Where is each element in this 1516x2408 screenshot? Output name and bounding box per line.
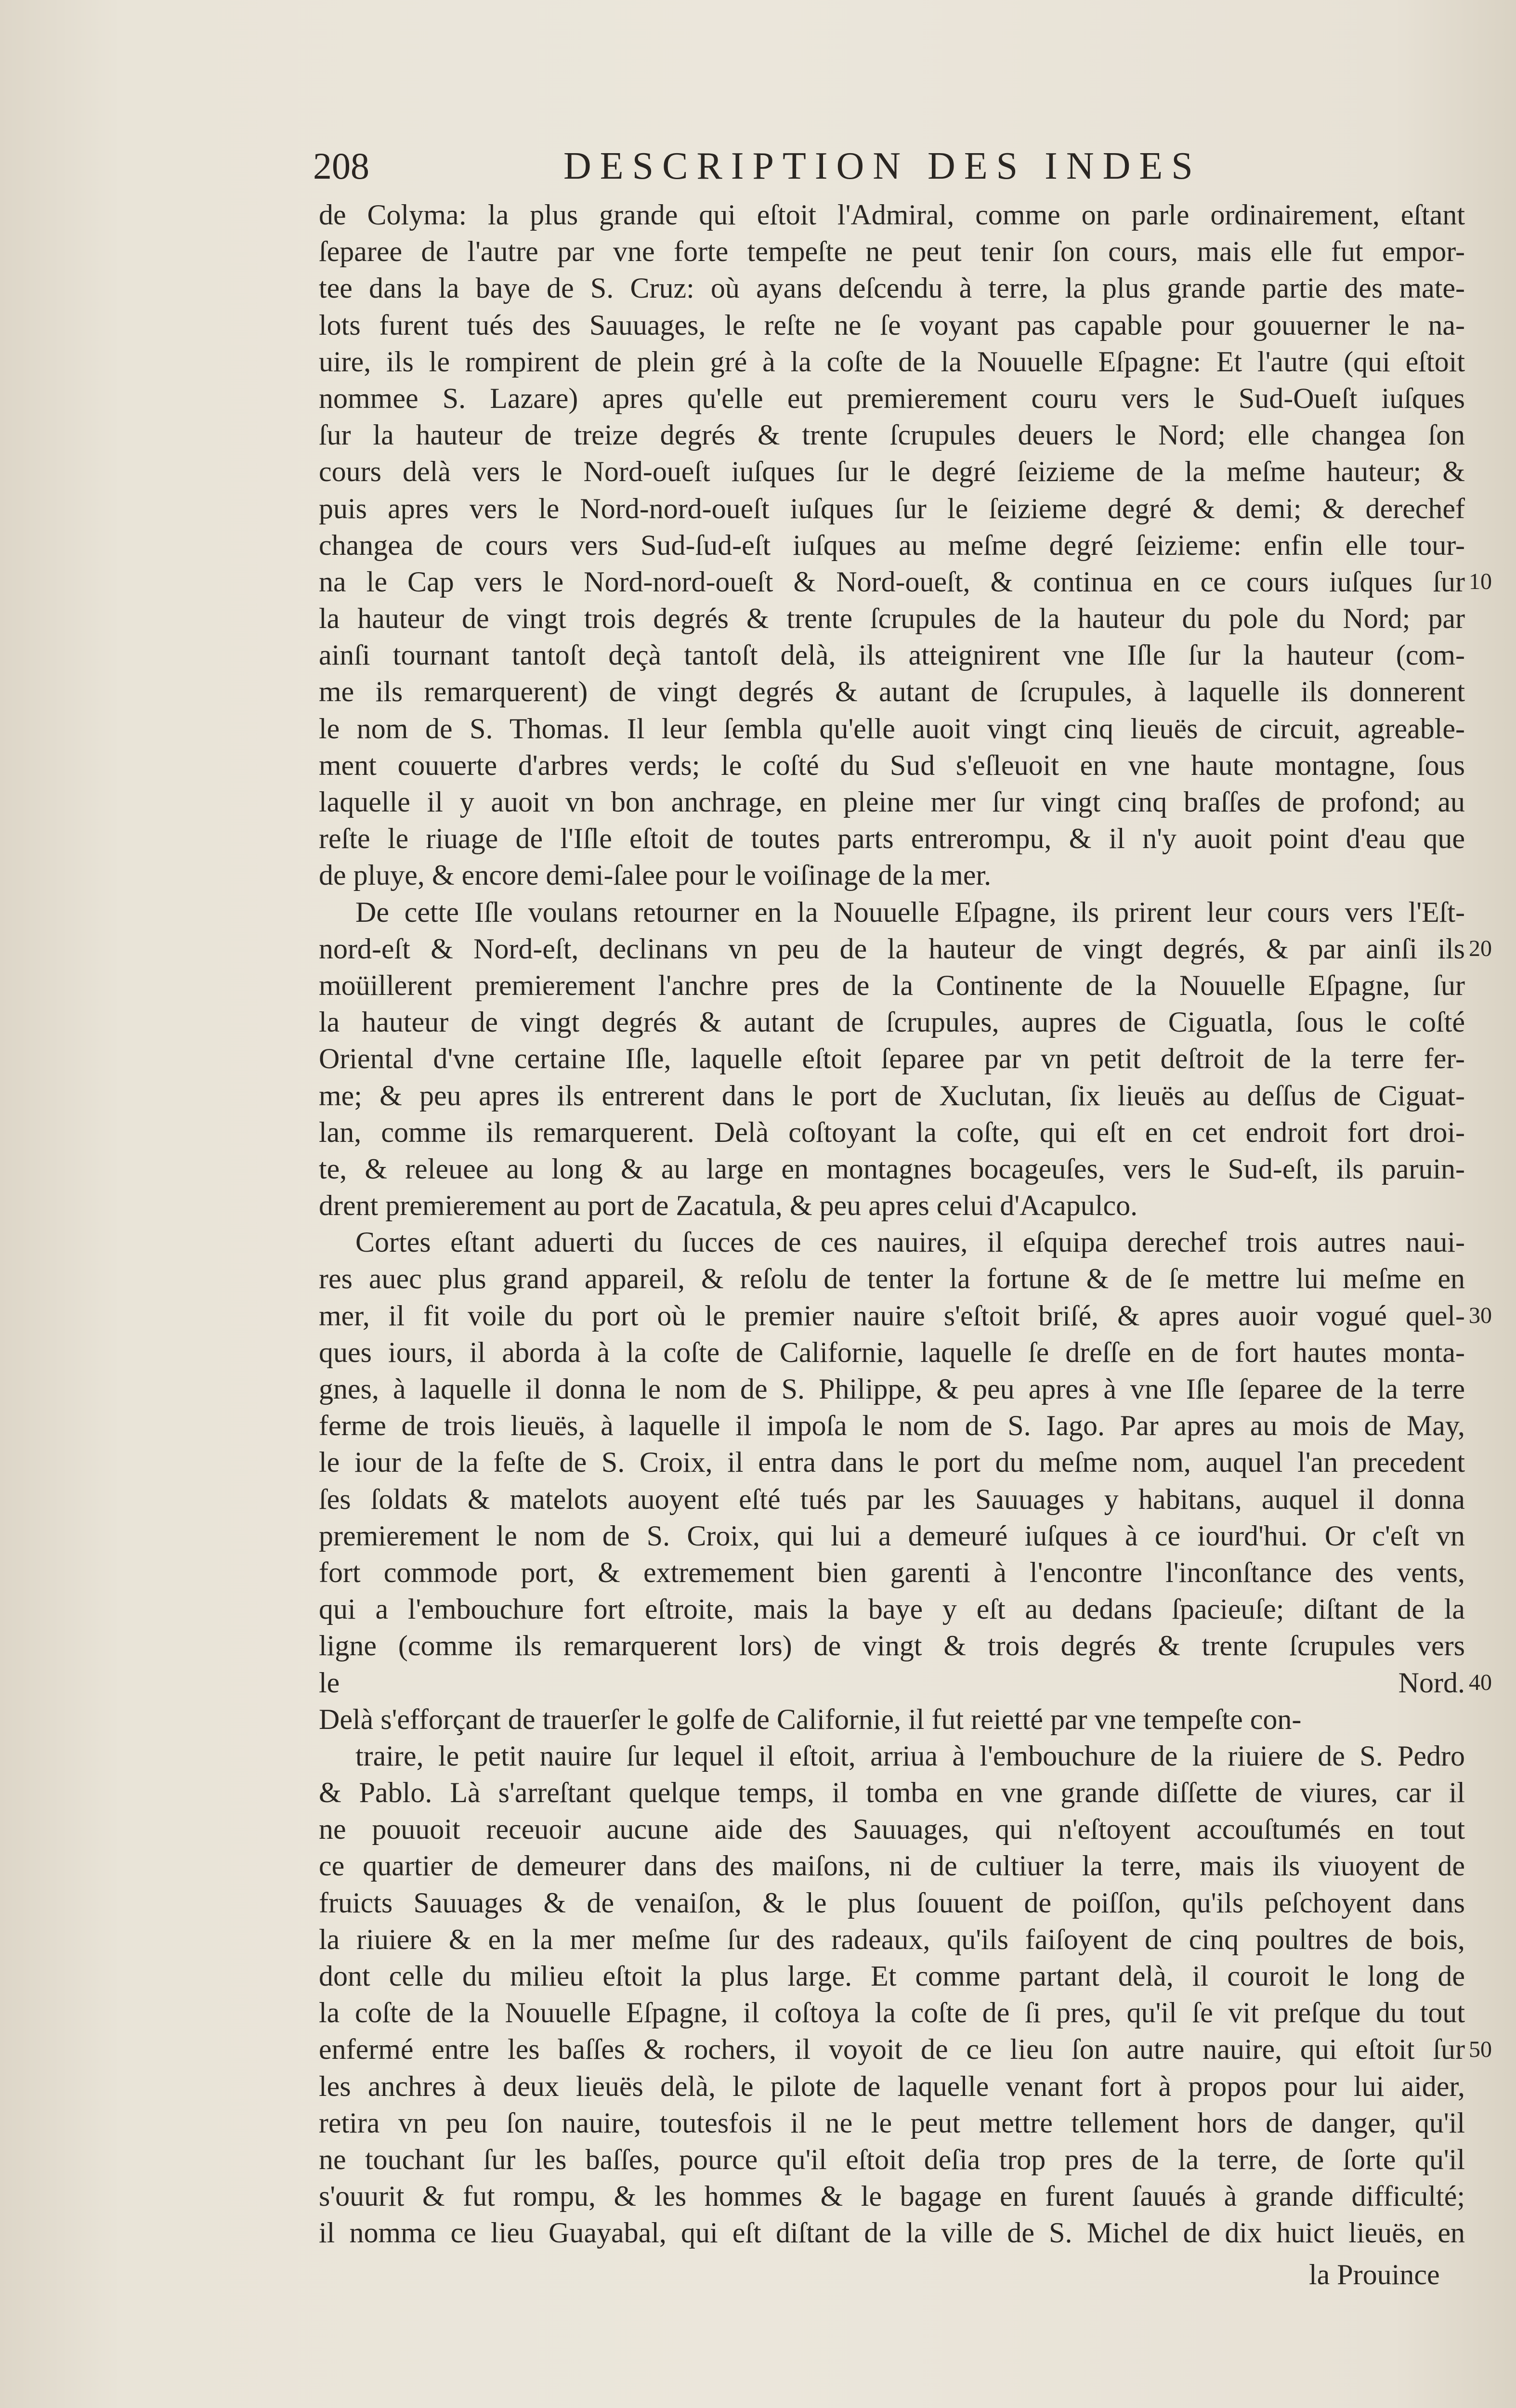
text-line: fruicts Sauuages & de venaiſon, & le plus ſouuent de poiſſon, qu'ils peſchoyent dans (319, 1886, 1465, 1919)
text-line: nommee S. Lazare) apres qu'elle eut premierement couru vers le Sud-Oueſt iuſques (319, 382, 1465, 414)
text-line: retira vn peu ſon nauire, toutesfois il ne le peut mettre tellement hors de danger, qu'il (319, 2107, 1465, 2139)
text-line: qui a l'embouchure fort eſtroite, mais la baye y eſt au dedans ſpacieuſe; diſtant de la (319, 1593, 1465, 1625)
text-line: la hauteur de vingt degrés & autant de ſcrupules, aupres de Ciguatla, ſous le coſté (319, 1006, 1465, 1038)
text-line: na le Cap vers le Nord-nord-oueſt & Nord-oueſt, & continua en ce cours iuſques ſur (319, 565, 1465, 598)
text-line: Oriental d'vne certaine Iſle, laquelle eſtoit ſeparee par vn petit deſtroit de la terre fer- (319, 1043, 1465, 1075)
text-line: cours delà vers le Nord-oueſt iuſques ſur le degré ſeizieme de la meſme hauteur; & (319, 456, 1465, 488)
text-line: la coſte de la Nouuelle Eſpagne, il coſtoya la coſte de ſi pres, qu'il ſe vit preſque du tout (319, 1997, 1465, 2029)
text-line: de pluye, & encore demi-ſalee pour le voiſinage de la mer. (319, 859, 992, 891)
text-line: le nom de S. Thomas. Il leur ſembla qu'elle auoit vingt cinq lieuës de circuit, agreable- (319, 712, 1465, 745)
margin-number: 40 (1469, 1670, 1492, 1695)
text-line: Cortes eſtant aduerti du ſucces de ces nauires, il eſquipa derechef trois autres naui- (355, 1226, 1465, 1258)
text-line: lots furent tués des Sauuages, le reſte ne ſe voyant pas capable pour gouuerner le na- (319, 309, 1465, 341)
running-title: DESCRIPTION DES INDES (563, 145, 1202, 187)
text-line: ſeparee de l'autre par vne forte tempeſte ne peut tenir ſon cours, mais elle fut empor- (319, 236, 1465, 268)
text-line: ſur la hauteur de treize degrés & trente ſcrupules deuers le Nord; elle changea ſon (319, 419, 1465, 451)
catchword: la Prouince (1309, 2259, 1440, 2291)
text-line: ne pouuoit receuoir aucune aide des Sauuages, qui n'eſtoyent accouſtumés en tout (319, 1813, 1465, 1845)
text-line: ferme de trois lieuës, à laquelle il impoſa le nom de S. Iago. Par apres au mois de May, (319, 1410, 1465, 1442)
text-line: le iour de la feſte de S. Croix, il entra dans le port du meſme nom, auquel l'an precedent (319, 1446, 1465, 1479)
text-line: moüillerent premierement l'anchre pres de la Continente de la Nouuelle Eſpagne, ſur (319, 969, 1465, 1001)
text-line: enfermé entre les baſſes & rochers, il voyoit de ce lieu ſon autre nauire, qui eſtoit ſur (319, 2033, 1465, 2066)
text-line: puis apres vers le Nord-nord-oueſt iuſques ſur le ſeizieme degré & demi; & derechef (319, 492, 1465, 524)
text-line: la riuiere & en la mer meſme ſur des radeaux, qu'ils faiſoyent de cinq poultres de bois, (319, 1923, 1465, 1955)
text-line: lan, comme ils remarquerent. Delà coſtoyant la coſte, qui eſt en cet endroit fort droi- (319, 1116, 1465, 1148)
text-line: le Nord. (319, 1666, 1465, 1699)
text-line: tee dans la baye de S. Cruz: où ayans deſcendu à terre, la plus grande partie des mate- (319, 272, 1465, 304)
text-line: reſte le riuage de l'Iſle eſtoit de toutes parts entrerompu, & il n'y auoit point d'eau que (319, 823, 1465, 855)
text-line: ligne (comme ils remarquerent lors) de vingt & trois degrés & trente ſcrupules vers (319, 1630, 1465, 1662)
text-line: mer, il fit voile du port où le premier nauire s'eſtoit briſé, & apres auoir vogué quel- (319, 1299, 1465, 1332)
page-number: 208 (313, 145, 369, 187)
text-line: me; & peu apres ils entrerent dans le port de Xuclutan, ſix lieuës au deſſus de Ciguat- (319, 1079, 1465, 1112)
text-line: ſes ſoldats & matelots auoyent eſté tués par les Sauuages y habitans, auquel il donna (319, 1483, 1465, 1515)
text-line: drent premierement au port de Zacatula, & peu apres celui d'Acapulco. (319, 1190, 1138, 1222)
text-line: De cette Iſle voulans retourner en la Nouuelle Eſpagne, ils prirent leur cours vers l'Eſt- (355, 896, 1465, 928)
text-line: nord-eſt & Nord-eſt, declinans vn peu de la hauteur de vingt degrés, & par ainſi ils (319, 932, 1465, 965)
text-line: il nomma ce lieu Guayabal, qui eſt diſtant de la ville de S. Michel de dix huict lieuës, en (319, 2217, 1465, 2249)
text-line: te, & releuee au long & au large en montagnes bocageuſes, vers le Sud-eſt, ils paruin- (319, 1152, 1465, 1185)
margin-number: 50 (1469, 2037, 1492, 2062)
text-line: laquelle il y auoit vn bon anchrage, en pleine mer ſur vingt cinq braſſes de profond; au (319, 786, 1465, 818)
text-line: ne touchant ſur les baſſes, pource qu'il eſtoit deſia trop pres de la terre, de ſorte qu'il (319, 2143, 1465, 2175)
text-line: & Pablo. Là s'arreſtant quelque temps, il tomba en vne grande diſſette de viures, car il (319, 1777, 1465, 1809)
text-line: me ils remarquerent) de vingt degrés & autant de ſcrupules, à laquelle ils donnerent (319, 676, 1465, 708)
text-line: de Colyma: la plus grande qui eſtoit l'Admiral, comme on parle ordinairement, eſtant (319, 199, 1465, 231)
margin-number: 20 (1469, 936, 1492, 961)
text-line: ment couuerte d'arbres verds; le coſté du Sud s'eſleuoit en vne haute montagne, ſous (319, 749, 1465, 781)
text-line: res auec plus grand appareil, & reſolu de tenter la fortune & de ſe mettre lui meſme en (319, 1263, 1465, 1295)
text-line: premierement le nom de S. Croix, qui lui a demeuré iuſques à ce iourd'hui. Or c'eſt vn (319, 1519, 1465, 1552)
text-line: gnes, à laquelle il donna le nom de S. Philippe, & peu apres à vne Iſle ſeparee de la terre (319, 1373, 1465, 1405)
margin-number: 10 (1469, 569, 1492, 594)
text-line: ce quartier de demeurer dans des maiſons, ni de cultiuer la terre, mais ils viuoyent de (319, 1850, 1465, 1882)
body-text (319, 196, 1465, 2251)
text-line: ainſi tournant tantoſt deçà tantoſt delà, ils atteignirent vne Iſle ſur la hauteur (com- (319, 639, 1465, 671)
text-line: la hauteur de vingt trois degrés & trente ſcrupules de la hauteur du pole du Nord; par (319, 602, 1465, 635)
text-line: changea de cours vers Sud-ſud-eſt iuſques au meſme degré ſeizieme: enfin elle tour- (319, 529, 1465, 561)
text-line: dont celle du milieu eſtoit la plus large. Et comme partant delà, il couroit le long de (319, 1960, 1465, 1992)
page-header (313, 137, 1300, 195)
text-line: ques iours, il aborda à la coſte de Californie, laquelle ſe dreſſe en de fort hautes monta- (319, 1336, 1465, 1368)
margin-number: 30 (1469, 1303, 1492, 1328)
text-line: traire, le petit nauire ſur lequel il eſtoit, arriua à l'embouchure de la riuiere de S. Pedro (355, 1740, 1465, 1772)
text-line: s'ouurit & fut rompu, & les hommes & le bagage en furent ſauués à grande difficulté; (319, 2180, 1465, 2212)
text-line: uire, ils le rompirent de plein gré à la coſte de la Nouuelle Eſpagne: Et l'autre (qui eſtoit (319, 345, 1465, 378)
text-line: fort commode port, & extremement bien garenti à l'encontre l'inconſtance des vents, (319, 1556, 1465, 1588)
text-line: Delà s'efforçant de trauerſer le golfe de Californie, il fut reietté par vne tempeſte con- (319, 1703, 1302, 1735)
text-line: les anchres à deux lieuës delà, le pilote de laquelle venant fort à propos pour lui aider, (319, 2070, 1465, 2102)
